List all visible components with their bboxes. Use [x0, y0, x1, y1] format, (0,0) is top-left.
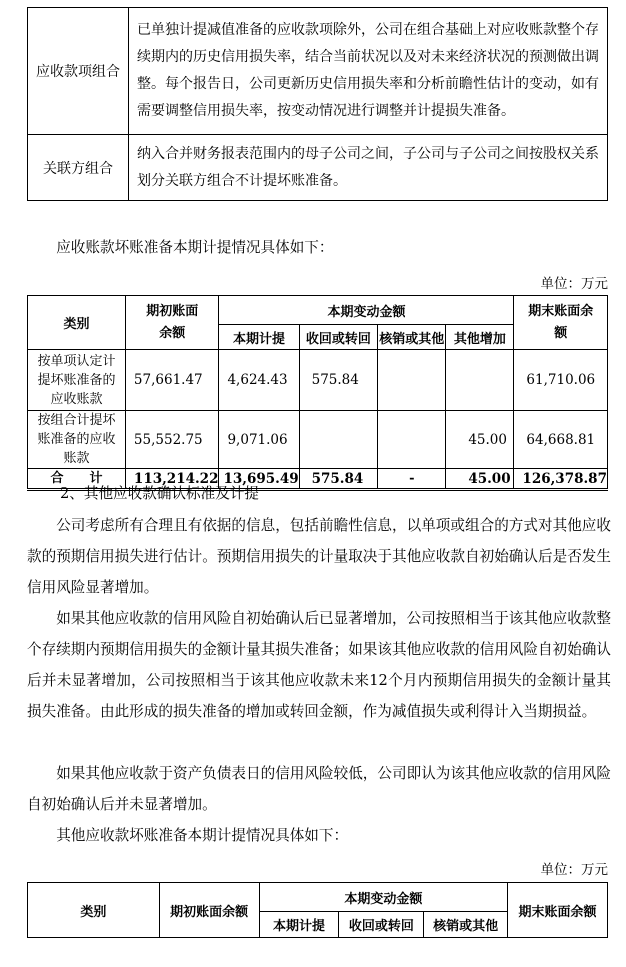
header-accrual: 本期计提 — [259, 912, 339, 938]
closing-cell: 64,668.81 — [514, 411, 608, 469]
intro-text: 应收账款坏账准备本期计提情况具体如下： — [56, 239, 334, 256]
writeoff-cell — [378, 411, 446, 469]
other-receivables-allowance-table — [27, 882, 608, 938]
total-writeoff: - — [378, 469, 446, 490]
header-writeoff: 核销或其他 — [424, 912, 508, 938]
category-cell: 关联方组合 — [28, 135, 129, 201]
unit-label: 单位：万元 — [540, 276, 608, 292]
other-increase-cell: 45.00 — [446, 411, 514, 469]
row-label: 按组合计提坏账准备的应收账款 — [28, 411, 126, 469]
recovery-cell — [299, 411, 378, 469]
intro-text: 其他应收款坏账准备本期计提情况具体如下： — [56, 827, 349, 844]
total-opening: 113,214.22 — [125, 469, 219, 490]
accrual-cell: 4,624.43 — [219, 350, 299, 411]
other-increase-cell — [446, 350, 514, 411]
description-cell: 纳入合并财务报表范围内的母子公司之间，子公司与子公司之间按股权关系划分关联方组合不计提坏账准备。 — [129, 135, 608, 201]
paragraph: 公司考虑所有合理且有依据的信息，包括前瞻性信息，以单项或组合的方式对其他应收款的预期信用损失进行估计。预期信用损失的计量取决于其他应收款自初始确认后是否发生信用风险显著增加。 — [27, 517, 611, 596]
total-label: 合 计 — [28, 469, 126, 490]
table-row — [28, 350, 608, 411]
header-recovery: 收回或转回 — [339, 912, 424, 938]
total-accrual: 13,695.49 — [219, 469, 299, 490]
header-closing: 期末账面余额 — [508, 883, 608, 938]
total-other-increase: 45.00 — [446, 469, 514, 490]
description-cell: 已单独计提减值准备的应收款项除外，公司在组合基础上对应收账款整个存续期内的历史信用损失率，结合当前状况以及对未来经济状况的预测做出调整。每个报告日，公司更新历史信用损失率和分析前瞻性估计的变动，如有需要调整信用损失率，按变动情况进行调整并计提损失准备。 — [129, 8, 608, 135]
table-row — [28, 135, 608, 201]
writeoff-cell — [378, 350, 446, 411]
opening-cell: 55,552.75 — [125, 411, 219, 469]
category-cell: 应收款项组合 — [28, 8, 129, 135]
recovery-cell: 575.84 — [299, 350, 378, 411]
header-change-group: 本期变动金额 — [219, 296, 514, 325]
header-opening: 期初账面余额 — [125, 296, 219, 350]
table-row — [28, 8, 608, 135]
combination-table — [27, 7, 608, 201]
header-writeoff: 核销或其他 — [378, 325, 446, 350]
table-row — [28, 411, 608, 469]
closing-cell: 61,710.06 — [514, 350, 608, 411]
header-category: 类别 — [28, 883, 160, 938]
paragraph: 如果其他应收款的信用风险自初始确认后已显著增加，公司按照相当于该其他应收款整个存续期内预期信用损失的金额计量其损失准备；如果该其他应收款的信用风险自初始确认后并未显著增加，公司按照相当于该其他应收款未来12个月内预期信用损失的金额计量其损失准备。由此形成的损失准备的增加或转回金额，作为减值损失或利得计入当期损益。 — [27, 610, 611, 720]
header-row — [28, 883, 608, 912]
total-closing: 126,378.87 — [514, 469, 608, 490]
section-heading: 2、其他应收款确认标准及计提 — [60, 485, 260, 502]
header-opening: 期初账面余额 — [159, 883, 259, 938]
unit-label: 单位：万元 — [540, 862, 608, 878]
header-accrual: 本期计提 — [219, 325, 299, 350]
header-category: 类别 — [28, 296, 126, 350]
total-recovery: 575.84 — [299, 469, 378, 490]
row-label: 按单项认定计提坏账准备的应收账款 — [28, 350, 126, 411]
header-row — [28, 296, 608, 325]
header-closing: 期末账面余额 — [514, 296, 608, 350]
accrual-cell: 9,071.06 — [219, 411, 299, 469]
paragraph: 如果其他应收款于资产负债表日的信用风险较低，公司即认为该其他应收款的信用风险自初始确认后并未显著增加。 — [27, 765, 611, 813]
header-other-increase: 其他增加 — [446, 325, 514, 350]
header-change-group: 本期变动金额 — [259, 883, 508, 912]
opening-cell: 57,661.47 — [125, 350, 219, 411]
receivables-allowance-table — [27, 295, 608, 491]
header-recovery: 收回或转回 — [299, 325, 378, 350]
